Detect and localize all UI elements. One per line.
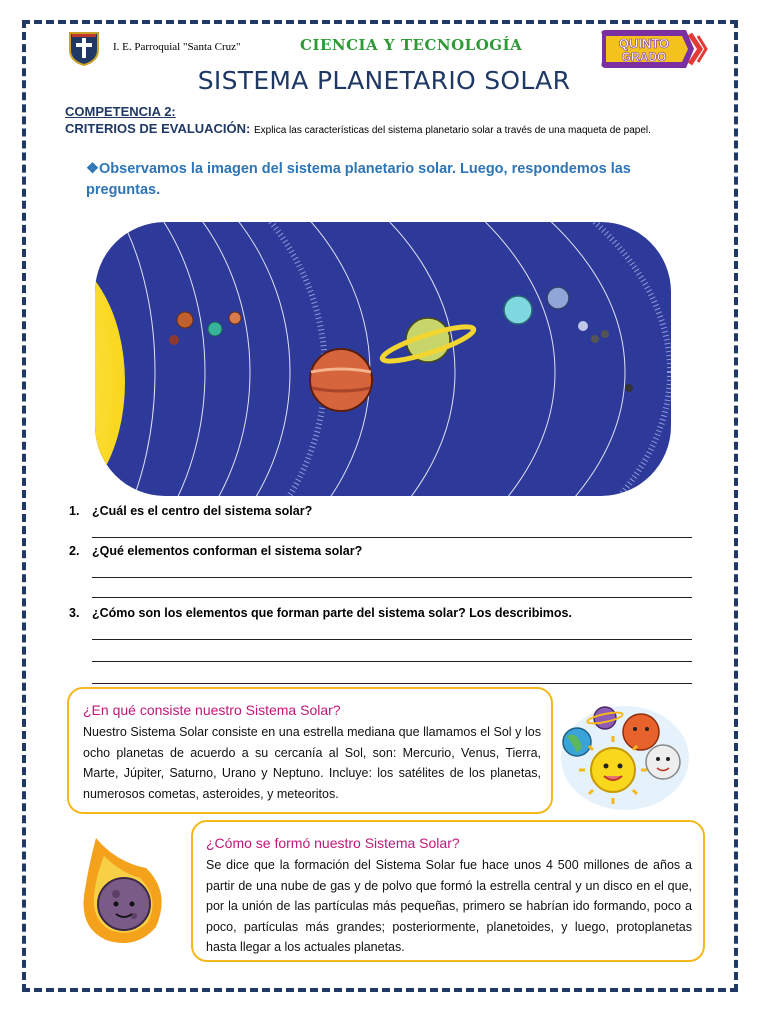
question-2-text: ¿Qué elementos conforman el sistema solar? (92, 544, 363, 558)
question-2-number: 2. (69, 544, 80, 558)
info-box-body: Nuestro Sistema Solar consiste en una estrella mediana que llamamos el Sol y los ocho planetas de acuerdo a su cercanía al Sol, son: Mercurio, Venus, Tierra, Marte, Júpiter, Saturno, Urano y Neptuno. Incluye: los satélites de los planetas, numerosos cometas, asteroides, y meteoritos. (83, 725, 541, 801)
pluto-icon (578, 321, 588, 331)
answer-line[interactable] (92, 537, 692, 538)
answer-line[interactable] (92, 683, 692, 684)
criterios-label: CRITERIOS DE EVALUACIÓN: (65, 121, 251, 136)
info-box-formation (191, 820, 705, 962)
neptune-icon (547, 287, 569, 309)
question-1-number: 1. (69, 504, 80, 518)
school-crest-icon (67, 30, 101, 66)
solar-system-illustration (95, 222, 671, 496)
question-3-text: ¿Cómo son los elementos que forman parte del sistema solar? Los describimos. (92, 606, 572, 620)
mercury-icon (177, 312, 193, 328)
answer-line[interactable] (92, 577, 692, 578)
criterios-line (65, 121, 651, 136)
info-box-title: ¿Cómo se formó nuestro Sistema Solar? (206, 835, 460, 851)
answer-line[interactable] (92, 639, 692, 640)
question-3-number: 3. (69, 606, 80, 620)
uranus-icon (504, 296, 532, 324)
mars-icon (169, 335, 179, 345)
jupiter-icon (310, 349, 372, 411)
venus-icon (208, 322, 222, 336)
question-1-text: ¿Cuál es el centro del sistema solar? (92, 504, 313, 518)
grade-badge (598, 28, 708, 70)
earth-icon (229, 312, 241, 324)
grade-line-2: GRADO (621, 50, 667, 64)
competencia-label: COMPETENCIA 2: (65, 104, 176, 119)
subject-title: CIENCIA Y TECNOLOGÍA (300, 36, 523, 54)
instruction-text: ❖Observamos la imagen del sistema planetario solar. Luego, respondemos las preguntas. (86, 161, 631, 198)
grade-line-1: QUINTO (618, 36, 670, 51)
school-name: I. E. Parroquial "Santa Cruz" (113, 41, 241, 53)
meteor-illustration (76, 832, 176, 950)
info-box-title: ¿En qué consiste nuestro Sistema Solar? (83, 702, 341, 718)
answer-line[interactable] (92, 597, 692, 598)
page-title: SISTEMA PLANETARIO SOLAR (197, 66, 571, 95)
cartoon-planets-illustration (555, 696, 690, 816)
info-box-body: Se dice que la formación del Sistema Solar fue hace unos 4 500 millones de años a partir de una nube de gas y de polvo que formó la estrella central y un disco en el que, por la unión de las partículas más pequeñas, primero se habrían ido formando, poco a poco, partículas más grandes; posteriormente, planetoides, y luego, protoplanetas hasta llegar a los actuales planetas. (206, 858, 692, 954)
answer-line[interactable] (92, 661, 692, 662)
criterios-text: Explica las características del sistema planetario solar a través de una maqueta de papel. (254, 125, 651, 136)
info-box-solar-system (67, 687, 553, 814)
